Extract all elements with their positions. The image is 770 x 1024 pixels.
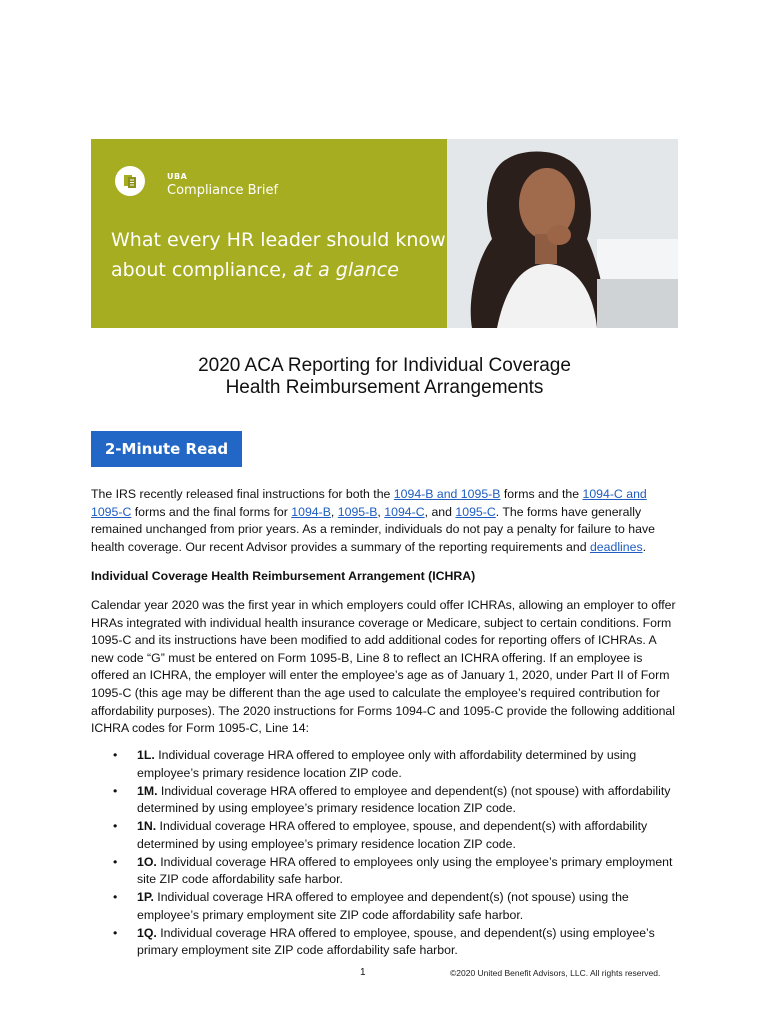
code-label: 1L. [137,748,155,762]
read-time-badge: 2-Minute Read [91,431,242,467]
intro-text: . [642,539,647,554]
code-label: 1P. [137,890,154,905]
code-description: Individual coverage HRA offered to employee, spouse, and dependent(s) using employee’s primary employment site ZIP code affordability safe harbor. [137,925,655,958]
link-1094b-1095b[interactable]: 1094-B and 1095-B [393,487,501,501]
code-description: Individual coverage HRA offered to employee and dependent(s) (not spouse) with affordability determined by using employee’s primary residence location ZIP code. [137,783,671,816]
code-description: Individual coverage HRA offered to employees only using the employee’s primary employment site ZIP code affordability safe harbor. [137,854,673,887]
tagline-plain: about compliance, [111,259,293,281]
section-heading: Individual Coverage Health Reimbursement Arrangement (ICHRA) [91,569,476,583]
intro-text: , and [424,504,456,519]
link-1095c[interactable]: 1095-C [455,504,496,519]
code-description: Individual coverage HRA offered to employee, spouse, and dependent(s) with affordability determined by using employee’s primary residence location ZIP code. [137,819,648,851]
intro-text: , [377,504,385,519]
banner-tagline [111,225,451,285]
code-label: 1N. [137,819,157,834]
copyright-notice: ©2020 United Benefit Advisors, LLC. All rights reserved. [450,968,661,978]
intro-text: forms and the final forms for [131,504,292,519]
code-description: Individual coverage HRA offered to employee and dependent(s) (not spouse) using the employee’s primary employment site ZIP code affordability safe harbor. [137,890,629,922]
intro-text: The IRS recently released final instructions for both the [91,487,394,501]
page-number: 1 [360,967,366,978]
bullet-icon: • [113,783,118,798]
list-item [91,854,681,889]
bullet-icon: • [113,819,118,834]
tagline-line1: What every HR leader should know [111,229,446,251]
title-line1: 2020 ACA Reporting for Individual Coverage [198,355,571,376]
list-item [91,889,681,924]
bullet-icon: • [113,925,118,940]
code-label: 1Q. [137,925,157,940]
title-line2: Health Reimbursement Arrangements [225,377,544,398]
brief-label: Compliance Brief [167,183,279,198]
bullet-icon: • [113,854,118,869]
document-icon [122,173,138,189]
code-label: 1O. [137,854,157,869]
list-item [91,925,681,960]
link-1094b[interactable]: 1094-B [291,504,331,519]
uba-logo [115,166,145,196]
tagline-line2 [111,255,451,285]
code-description: Individual coverage HRA offered to employee only with affordability determined by using employee’s primary residence location ZIP code. [137,748,637,780]
link-1094c[interactable]: 1094-C [384,504,425,519]
ichra-code-list [91,747,681,960]
list-item [91,783,681,818]
code-label: 1M. [137,783,158,798]
link-deadlines[interactable]: deadlines [589,539,643,554]
intro-text: . The forms have generally remained unchanged from prior years. As a reminder, individuals do not pay a penalty for failure to have health coverage. Our recent Advisor provides a summary of the reporting requirements and [91,504,655,554]
brand-name: UBA [167,172,188,181]
page-title [91,355,678,399]
intro-text: , [330,504,338,519]
list-item [91,747,681,782]
intro-text: forms and the [500,487,583,501]
bullet-icon: • [113,748,118,762]
link-1094c-1095c[interactable]: 1094-C and 1095-C [91,487,647,519]
banner-photo [447,139,678,328]
intro-paragraph [91,486,681,556]
list-item [91,818,681,853]
link-1095b[interactable]: 1095-B [337,504,378,519]
tagline-italic: at a glance [292,259,399,281]
bullet-icon: • [113,890,118,905]
compliance-brief-banner [91,139,678,328]
body-paragraph: Calendar year 2020 was the first year in which employers could offer ICHRAs, allowing an employer to offer HRAs integrated with individual health insurance coverage or Medicare, subject to certain conditions. Form 1095-C and its instructions have been modified to add additional codes for reporting offers of ICHRAs. A new code “G” must be entered on Form 1095-B, Line 8 to reflect an ICHRA offering. If an employee is offered an ICHRA, the employer will enter the employee’s age as of January 1, 2020, under Part II of Form 1095-C (this age may be different than the age used to calculate the employee’s required contribution for affordability purposes). The 2020 instructions for Forms 1094-C and 1095-C provide the following additional ICHRA codes for Form 1095-C, Line 14: [91,598,676,736]
